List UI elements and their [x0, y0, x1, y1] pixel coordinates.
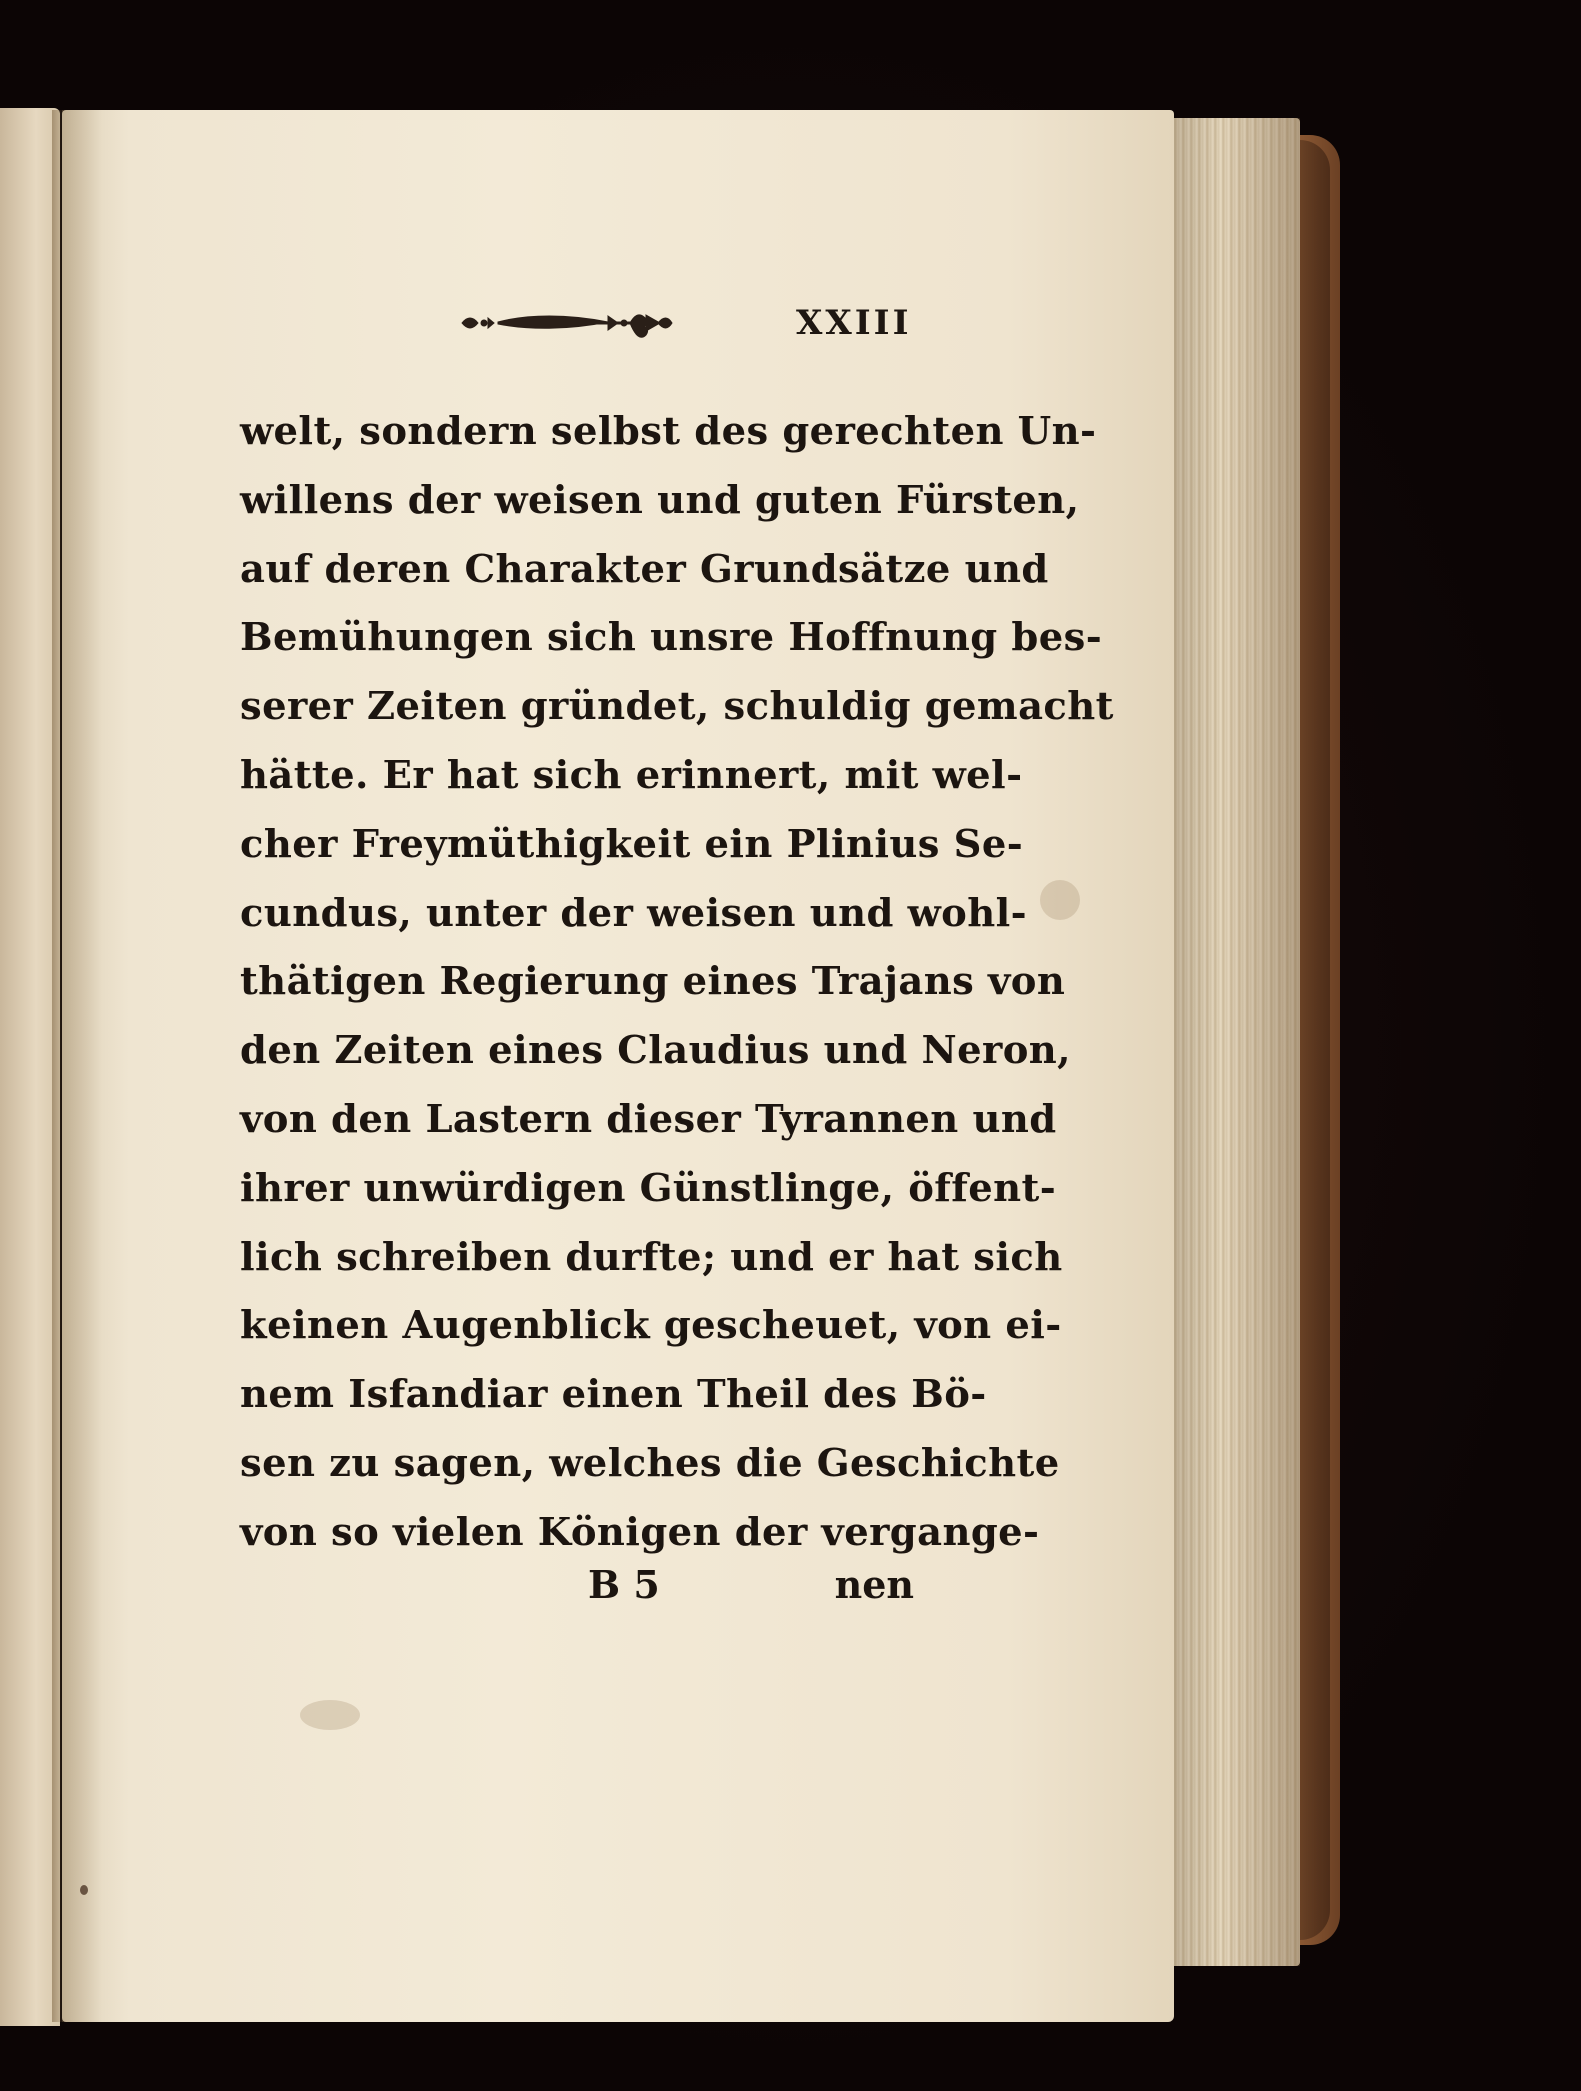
left-page: [0, 108, 60, 2026]
catchword: nen: [834, 1562, 914, 1607]
text-line: thätigen Regierung eines Trajans von: [240, 959, 1066, 1005]
page-block-shade: [1170, 118, 1300, 1966]
fleuron-rule-icon: [458, 300, 676, 346]
text-line: welt, sondern selbst des gerechten Un-: [240, 409, 1097, 454]
text-line: willens der weisen und guten Fürsten,: [240, 477, 1080, 523]
page-gutter-shadow: [62, 110, 102, 2022]
text-line: nem Isfandiar einen Theil des Bö-: [240, 1372, 987, 1418]
text-line: cher Freymüthigkeit ein Plinius Se-: [240, 821, 1024, 867]
text-line: ihrer unwürdigen Günstlinge, öffent-: [240, 1165, 1057, 1211]
text-line: von den Lastern dieser Tyrannen und: [240, 1096, 1057, 1142]
text-line: den Zeiten eines Claudius und Neron,: [240, 1028, 1071, 1074]
text-line: sen zu sagen, welches die Geschichte: [240, 1440, 1060, 1486]
text-line: keinen Augenblick gescheuet, von ei-: [240, 1303, 1062, 1349]
text-line: lich schreiben durfte; und er hat sich: [240, 1234, 1063, 1280]
text-line: hätte. Er hat sich erinnert, mit wel-: [240, 752, 1023, 798]
running-head-page-number: XXIII: [796, 303, 912, 343]
paper-spot: [300, 1700, 360, 1730]
text-line: Bemühungen sich unsre Hoffnung bes-: [240, 615, 1103, 661]
text-line: auf deren Charakter Grundsätze und: [240, 546, 1049, 592]
text-line: cundus, unter der weisen und wohl-: [240, 890, 1028, 936]
paper-spot: [80, 1885, 88, 1895]
text-line: serer Zeiten gründet, schuldig gemacht: [240, 684, 1114, 730]
signature-mark: B 5: [588, 1562, 660, 1607]
paper-spot: [1040, 880, 1080, 920]
body-text: [240, 398, 1114, 1568]
text-line: von so vielen Königen der vergange-: [240, 1509, 1040, 1555]
